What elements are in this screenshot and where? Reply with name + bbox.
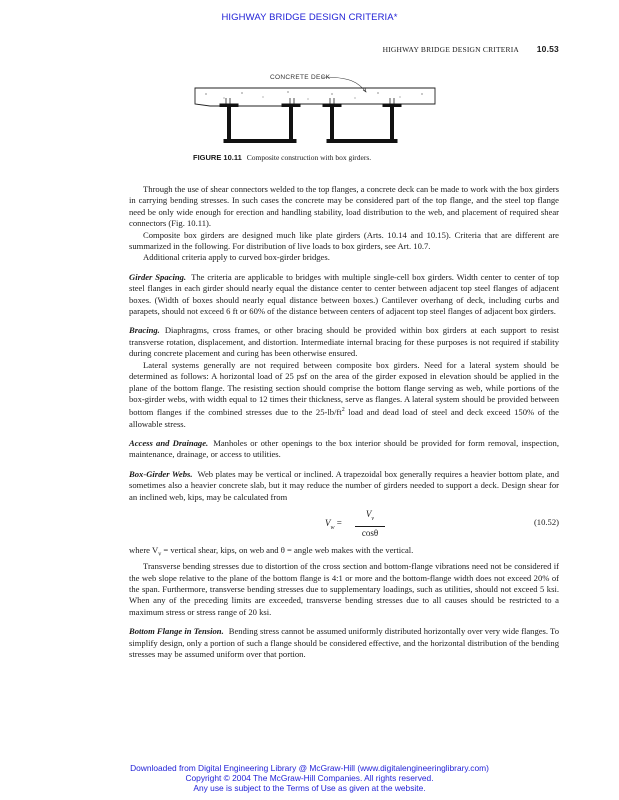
chapter-banner: HIGHWAY BRIDGE DESIGN CRITERIA* — [221, 12, 398, 23]
equation-numerator — [355, 509, 385, 527]
equation-10-52 — [129, 507, 559, 543]
equation-subscript: v — [371, 515, 375, 522]
superscript: 2 — [341, 407, 345, 414]
box-girder-figure — [190, 70, 440, 150]
section-heading: Bracing. — [129, 325, 160, 336]
footer-copyright: Copyright © 2004 The McGraw-Hill Companies. All rights reserved. — [185, 773, 434, 783]
shear-connectors — [226, 98, 394, 104]
paragraph: Additional criteria apply to curved box-girder bridges. — [143, 252, 330, 263]
box-girder-left — [220, 104, 300, 143]
section-access-drainage — [129, 438, 559, 461]
paragraph — [129, 545, 559, 561]
figure-caption — [193, 153, 371, 162]
section-bottom-flange-tension — [129, 626, 559, 660]
equation-lhs — [325, 518, 342, 534]
figure-caption-text: Composite construction with box girders. — [246, 153, 372, 162]
figure-caption-label: FIGURE 10.11 — [193, 153, 242, 162]
paragraph: Composite box girders are designed much like plate girders (Arts. 10.14 and 10.15). Criteria that are different are summarized in the following. For distribution of live loads to box girders, see Art. 10.7. — [129, 229, 559, 252]
section-text: Diaphragms, cross frames, or other bracing should be provided within box girders at each support to resist transverse rotation, displacement, and distortion. Intermediate internal bracing for these purposes is not required if stability during concrete placement and curing has been otherwise ensured. — [129, 325, 559, 359]
equation-symbol: V — [325, 518, 331, 529]
paragraph — [129, 360, 559, 430]
section-box-girder-webs — [129, 469, 559, 503]
section-heading: Access and Drainage. — [129, 437, 209, 448]
equation-fraction — [355, 509, 385, 540]
download-footer — [0, 763, 619, 793]
section-text: Bending stress cannot be assumed uniformly distributed horizontally over very wide flanges. To simplify design, only a portion of such a flange should be considered effective, and the horizontal distribution of the bending stresses may be assumed uniform over that portion. — [129, 626, 559, 659]
equation-subscript: w — [330, 524, 335, 531]
equation-symbol: V — [365, 509, 372, 520]
running-head — [383, 44, 559, 54]
section-text: Web plates may be vertical or inclined. A trapezoidal box generally requires a heavier bottom plate, and sometimes also a heavier concrete slab, but it may reduce the number of girders needed to support a deck. Design shear for an inclined web, kips, may be calculated from — [129, 468, 559, 502]
box-girder-right — [323, 104, 401, 143]
page-number: 10.53 — [536, 44, 559, 54]
section-text: Manholes or other openings to the box interior should be provided for form removal, inspection, maintenance, drainage, or access to utilities. — [129, 437, 559, 460]
paragraph-text: Lateral systems generally are not required between composite box girders. Need for a lateral system should be determined as follows: A horizontal load of 25 psf on the area of the girder exposed in elevation should be applied in the plane of the bottom flange. The resisting section should comprise the bottom flange serving as web, while portions of the box-girder webs, with width equal to 12 times their thickness, serve as flanges. A lateral system should be provided between bottom flanges if the combined stresses due to the 25-lb/ft — [129, 359, 559, 418]
section-bracing — [129, 325, 559, 359]
section-heading: Girder Spacing. — [129, 271, 187, 282]
footer-source-link[interactable]: Downloaded from Digital Engineering Library @ McGraw-Hill (www.digitalengineeringlibrary.com) — [130, 763, 489, 773]
section-text: The criteria are applicable to bridges with multiple single-cell box girders. Width center to center of top steel flanges in each girder should nearly equal the distance center to center between adjacent top steel flanges of adjacent boxes. (Width of boxes should nearly equal distance between boxes.) Cantilever overhang of deck, including curbs and parapets, should not exceed 6 ft or 60% of the distance between centers of adjacent top steel flanges of adjacent box girders. — [129, 271, 559, 317]
paragraph: Through the use of shear connectors welded to the top flanges, a concrete deck can be made to work with the box girders in carrying bending stresses. In such cases the concrete may be considered part of the top flange, and the steel top flange need be only wide enough for erection and handling stability, load distribution to the web, and placement of required shear connectors (Fig. 10.11). — [129, 184, 559, 229]
paragraph-text: = vertical shear, kips, on web and θ = angle web makes with the vertical. — [161, 545, 414, 556]
paragraph-text: where V — [129, 545, 159, 556]
footer-terms[interactable]: Any use is subject to the Terms of Use as given at the website. — [193, 783, 426, 793]
paragraph-text: load and dead load of steel and deck exceed 150% of the allowable stress. — [129, 407, 560, 429]
deck-label: CONCRETE DECK — [270, 74, 331, 81]
section-heading: Bottom Flange in Tension. — [129, 626, 224, 637]
paragraph: Transverse bending stresses due to distortion of the cross section and bottom-flange vibrations need not be considered if the web slope relative to the plane of the bottom flange is 4:1 or more and the bottom-flange width does not exceed 20% of the span. Furthermore, transverse bending stresses due to supplementary loadings, such as utilities, should not exceed 5 ksi. When any of the preceding limits are exceeded, transverse bending stresses due to all causes should be restricted to a maximum stress or stress range of 20 ksi. — [129, 561, 559, 617]
equation-denominator: cosθ — [361, 528, 379, 539]
section-heading: Box-Girder Webs. — [129, 468, 193, 479]
section-girder-spacing — [129, 272, 559, 318]
running-head-title: HIGHWAY BRIDGE DESIGN CRITERIA — [382, 45, 519, 54]
subscript: v — [158, 551, 162, 558]
concrete-deck — [195, 88, 435, 106]
equals-sign: = — [334, 518, 342, 529]
article-body — [129, 184, 559, 660]
equation-number: (10.52) — [533, 517, 559, 528]
